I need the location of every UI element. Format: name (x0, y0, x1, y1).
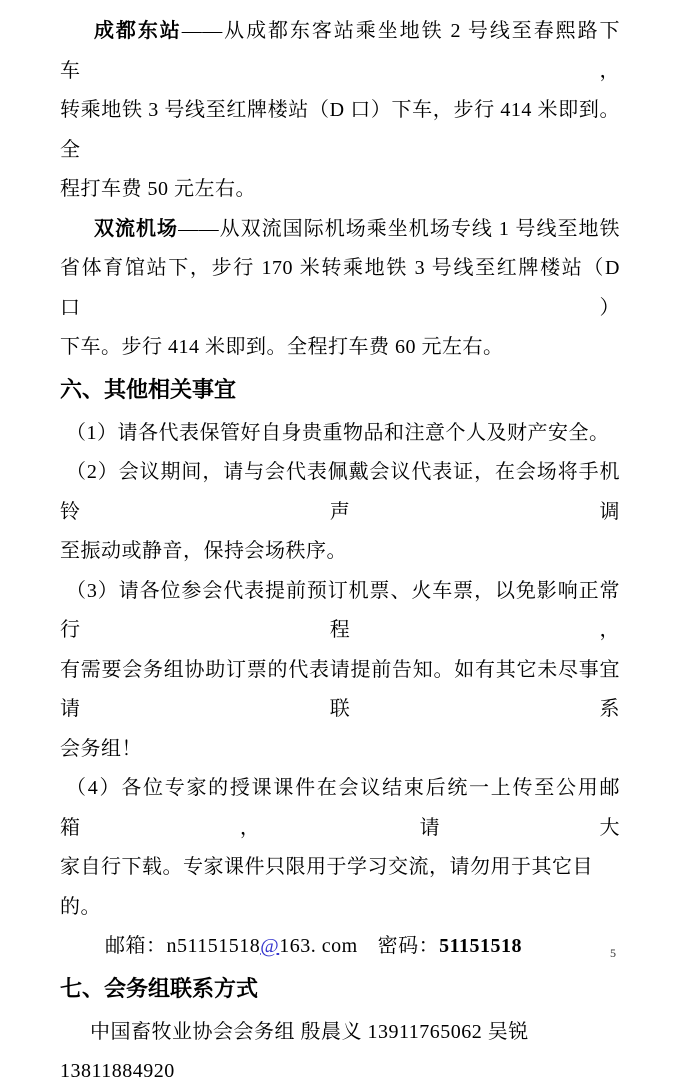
item-4-line-2: 家自行下载。专家课件只限用于学习交流，请勿用于其它目的。 (60, 856, 593, 918)
shuangliu-line-2: 省体育馆站下，步行 170 米转乘地铁 3 号线至红牌楼站（D 口） (60, 257, 620, 319)
item-3-line-1: （3）请各位参会代表提前预订机票、火车票，以免影响正常行程， (60, 579, 620, 641)
para-shuangliu-airport (60, 210, 620, 368)
para-chengdu-east-station (60, 12, 620, 210)
email-at-link[interactable]: @ (260, 935, 280, 957)
password-value: 51151518 (439, 935, 523, 957)
page-number: 5 (610, 946, 616, 960)
contact-line-wrap (60, 1013, 620, 1092)
heading-other-matters: 六、其他相关事宜 (60, 376, 237, 402)
shuangliu-line-1-text: ——从双流国际机场乘坐机场专线 1 号线至地铁 (178, 217, 621, 240)
chengdu-east-line-2: 转乘地铁 3 号线至红牌楼站（D 口）下车，步行 414 米即到。全 (60, 99, 620, 161)
chengdu-east-line-1-text: ——从成都东客站乘坐地铁 2 号线至春熙路下车， (60, 20, 621, 82)
chengdu-east-line-1 (60, 12, 620, 91)
email-user: n51151518 (166, 935, 261, 957)
item-1-line-1: （1）请各代表保管好自身贵重物品和注意个人及财产安全。 (66, 421, 610, 444)
contact-line: 中国畜牧业协会会务组 殷晨义 13911765062 吴锐 13811884920 (60, 1020, 529, 1082)
other-item-3 (60, 572, 620, 770)
item-4-line-1: （4）各位专家的授课课件在会议结束后统一上传至公用邮箱，请大 (60, 777, 620, 839)
item-3-line-3: 会务组！ (60, 737, 142, 760)
email-label: 邮箱： (105, 935, 167, 957)
mailbox-line (60, 927, 620, 967)
password-label: 密码： (377, 935, 440, 957)
other-item-2 (60, 453, 620, 572)
other-item-1 (60, 414, 620, 454)
page-content (60, 12, 620, 1092)
chengdu-east-line-3: 程打车费 50 元左右。 (60, 178, 256, 200)
item-3-line-2: 有需要会务组协助订票的代表请提前告知。如有其它未尽事宜请联系 (60, 658, 620, 720)
shuangliu-line-3: 下车。步行 414 米即到。全程打车费 60 元左右。 (60, 336, 504, 358)
shuangliu-line-1 (60, 210, 620, 250)
other-item-4 (60, 769, 620, 927)
email-domain: 163. com (279, 935, 358, 957)
item-2-line-2: 至振动或静音，保持会场秩序。 (60, 540, 347, 562)
mailbox-line-wrap (60, 927, 620, 967)
item-2-line-1: （2）会议期间，请与会代表佩戴会议代表证，在会场将手机铃声调 (60, 461, 620, 523)
station-name-chengdu-east: 成都东站 (94, 20, 182, 42)
station-name-shuangliu: 双流机场 (94, 217, 179, 240)
heading-contact: 七、会务组联系方式 (60, 975, 259, 1001)
